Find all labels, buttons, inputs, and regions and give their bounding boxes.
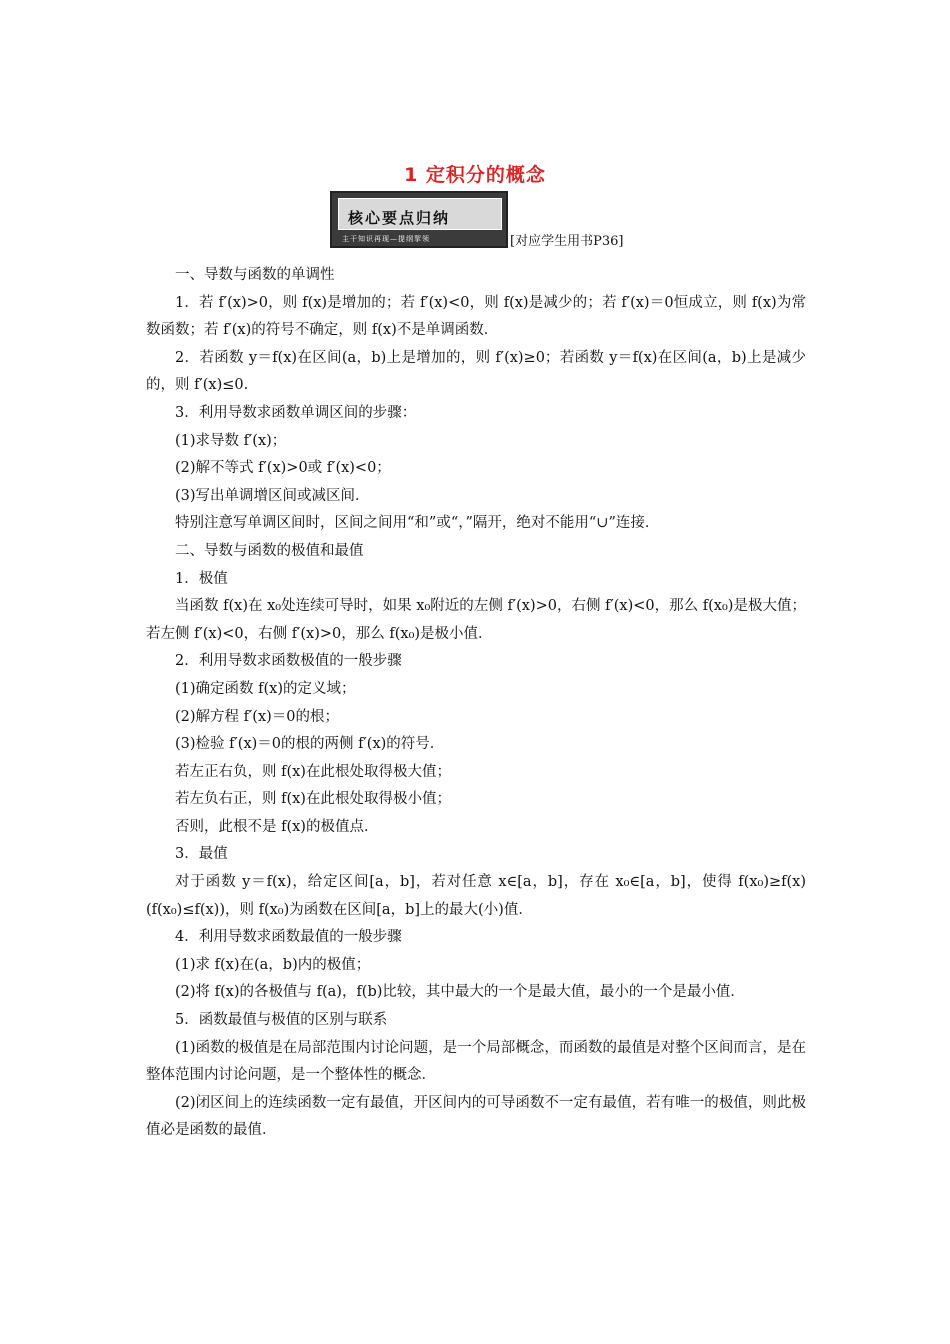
banner-main-text: 核心要点归纳: [348, 209, 451, 227]
paragraph: (2)闭区间上的连续函数一定有最值，开区间内的可导函数不一定有最值，若有唯一的极值，则此极值必是函数的最值．: [146, 1094, 806, 1139]
paragraph: (1)求 f(x)在(a，b)内的极值；: [175, 956, 371, 973]
paragraph: 2．若函数 y＝f(x)在区间(a，b)上是增加的，则 f′(x)≥0；若函数 y＝f(x)在区间(a，b)上是减少的，则 f′(x)≤0.: [146, 349, 806, 394]
paragraph: 否则，此根不是 f(x)的极值点．: [175, 818, 379, 835]
paragraph: (2)解不等式 f′(x)>0或 f′(x)<0；: [175, 460, 391, 477]
page-title: 1 定积分的概念: [404, 164, 546, 186]
banner-subtitle: 主干知识再现—提纲挈领: [342, 235, 430, 243]
paragraph: 1．极值: [175, 570, 228, 587]
paragraph: 一、导数与函数的单调性: [175, 267, 335, 283]
paragraph: 2．利用导数求函数极值的一般步骤: [175, 653, 402, 670]
paragraph: 当函数 f(x)在 x₀处连续可导时，如果 x₀附近的左侧 f′(x)>0，右侧 f′(x)<0，那么 f(x₀)是极大值；若左侧 f′(x)<0，右侧 f′(x)>0，那么 f(x₀)是极小值．: [146, 598, 806, 642]
paragraph: (2)解方程 f′(x)＝0的根；: [175, 708, 340, 725]
banner-frame: [330, 191, 508, 248]
paragraph: 二、导数与函数的极值和最值: [175, 542, 364, 559]
paragraph: 若左负右正，则 f(x)在此根处取得极小值；: [175, 791, 451, 808]
reference-note: [对应学生用书P36]: [510, 234, 624, 249]
paragraph: 5．函数最值与极值的区别与联系: [175, 1012, 388, 1029]
paragraph: (2)将 f(x)的各极值与 f(a)，f(b)比较，其中最大的一个是最大值，最小的一个是最小值．: [175, 984, 745, 1001]
paragraph: 3．最值: [175, 846, 228, 863]
paragraph: 对于函数 y＝f(x)，给定区间[a，b]，若对任意 x∈[a，b]，存在 x₀∈[a，b]，使得 f(x₀)≥f(x)(f(x₀)≤f(x))，则 f(x₀)为函数在区间[a，b]上的最大(小)值．: [146, 874, 806, 918]
paragraph: 4．利用导数求函数最值的一般步骤: [175, 929, 402, 946]
paragraph: 特别注意写单调区间时，区间之间用“和”或“，”隔开，绝对不能用“∪”连接．: [175, 515, 660, 532]
paragraph: (1)函数的极值是在局部范围内讨论问题，是一个局部概念，而函数的最值是对整个区间而言，是在整体范围内讨论问题，是一个整体性的概念．: [146, 1039, 806, 1084]
body-text: [146, 262, 806, 1145]
paragraph: (1)确定函数 f(x)的定义域；: [175, 680, 356, 697]
paragraph: 1．若 f′(x)>0，则 f(x)是增加的；若 f′(x)<0，则 f(x)是减少的；若 f′(x)＝0恒成立，则 f(x)为常数函数；若 f′(x)的符号不确定，则 f(x)不是单调函数．: [146, 294, 806, 339]
paragraph: 若左正右负，则 f(x)在此根处取得极大值；: [175, 763, 451, 780]
paragraph: (3)写出单调增区间或减区间．: [175, 487, 370, 504]
paragraph: (3)检验 f′(x)＝0的根的两侧 f′(x)的符号．: [175, 736, 445, 753]
paragraph: 3．利用导数求函数单调区间的步骤：: [175, 404, 417, 421]
paragraph: (1)求导数 f′(x)；: [175, 432, 287, 449]
